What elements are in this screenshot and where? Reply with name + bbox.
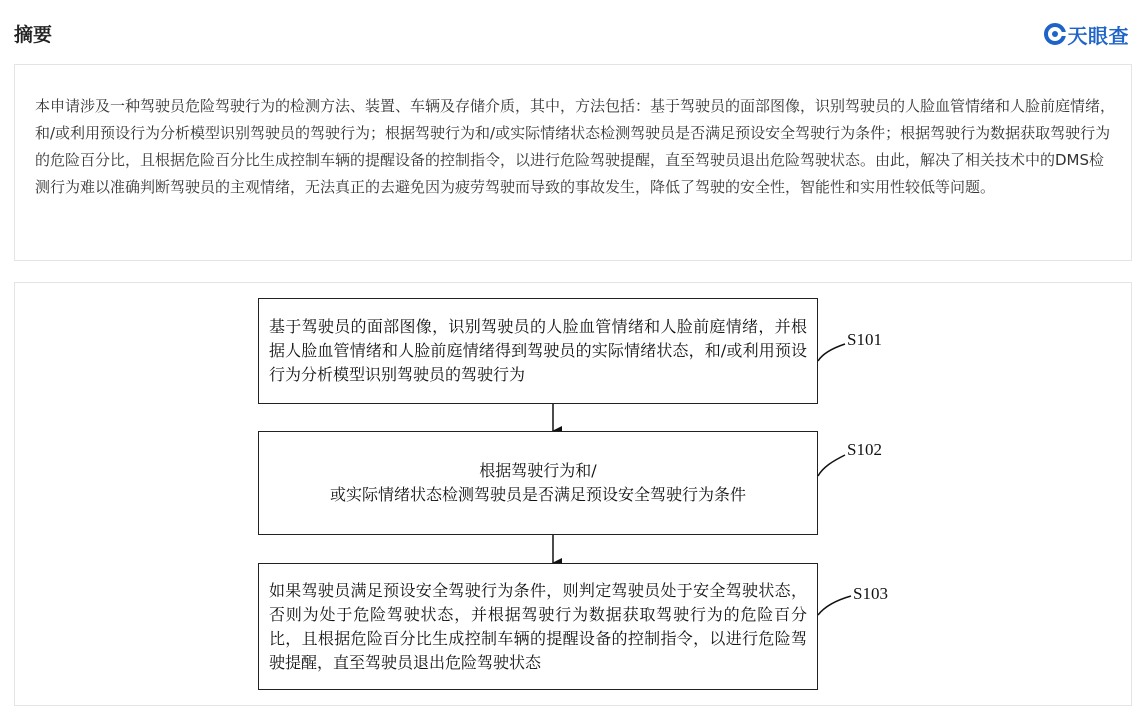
leader-s103: [818, 596, 851, 615]
step-box-s101: [258, 298, 818, 404]
logo-text: 天眼查: [1067, 23, 1129, 48]
step-label-s101: S101: [847, 330, 882, 349]
step-text-s102-line1: 根据驾驶行为和/: [479, 461, 597, 480]
step-text-s102: [269, 459, 807, 507]
step-label-s103: S103: [853, 584, 888, 603]
step-box-s102: [258, 431, 818, 535]
tianyancha-logo[interactable]: [1044, 19, 1130, 49]
abstract-card: [14, 64, 1132, 261]
logo-mark-icon: [1044, 23, 1066, 45]
page-title: 摘要: [14, 24, 53, 46]
leader-s101: [818, 344, 845, 361]
step-box-s103: [258, 563, 818, 690]
step-label-s102: S102: [847, 440, 882, 459]
page-header: [0, 0, 1138, 62]
leader-s102: [818, 455, 845, 476]
abstract-figure: [14, 282, 1132, 706]
abstract-text: 本申请涉及一种驾驶员危险驾驶行为的检测方法、装置、车辆及存储介质，其中，方法包括：基于驾驶员的面部图像，识别驾驶员的人脸血管情绪和人脸前庭情绪，和/或利用预设行为分析模型识别驾驶员的驾驶行为；根据驾驶行为和/或实际情绪状态检测驾驶员是否满足预设安全驾驶行为条件；根据驾驶行为数据获取驾驶行为的危险百分比，且根据危险百分比生成控制车辆的提醒设备的控制指令，以进行危险驾驶提醒，直至驾驶员退出危险驾驶状态。由此，解决了相关技术中的DMS检测行为难以准确判断驾驶员的主观情绪，无法真正的去避免因为疲劳驾驶而导致的事故发生，降低了驾驶的安全性，智能性和实用性较低等问题。: [35, 97, 1116, 196]
step-text-s103: 如果驾驶员满足预设安全驾驶行为条件，则判定驾驶员处于安全驾驶状态，否则为处于危险驾驶状态，并根据驾驶行为数据获取驾驶行为的危险百分比，且根据危险百分比生成控制车辆的提醒设备的控制指令，以进行危险驾驶提醒，直至驾驶员退出危险驾驶状态: [269, 580, 807, 672]
step-text-s101: 基于驾驶员的面部图像，识别驾驶员的人脸血管情绪和人脸前庭情绪，并根据人脸血管情绪和人脸前庭情绪得到驾驶员的实际情绪状态，和/或利用预设行为分析模型识别驾驶员的驾驶行为: [269, 317, 807, 384]
step-text-s102-line2: 或实际情绪状态检测驾驶员是否满足预设安全驾驶行为条件: [329, 485, 746, 504]
